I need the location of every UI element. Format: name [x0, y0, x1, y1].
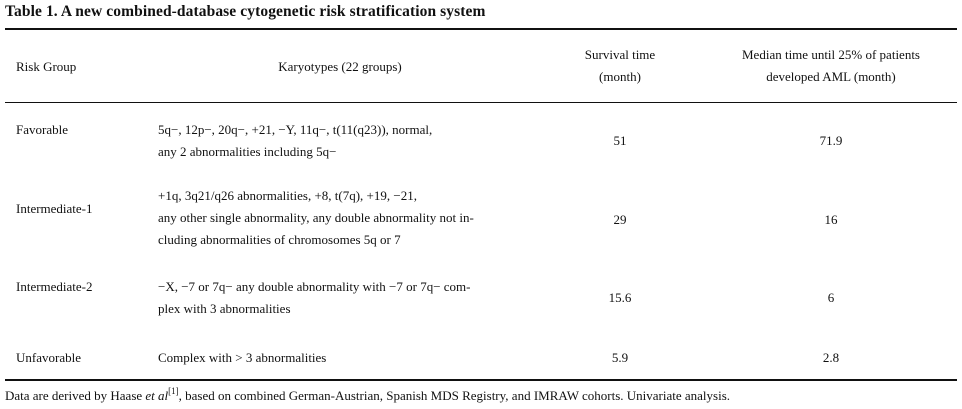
- karyotype-line: any 2 abnormalities including 5q−: [158, 144, 337, 159]
- table-top-rule: [5, 28, 957, 30]
- footnote-text-before: Data are derived by Haase: [5, 388, 146, 403]
- table-caption: Table 1. A new combined-database cytogenetic risk stratification system: [5, 3, 486, 20]
- header-survival: [560, 44, 680, 88]
- karyotype-line: any other single abnormality, any double abnormality not in-: [158, 210, 474, 225]
- karyotype-line: 5q−, 12p−, 20q−, +21, −Y, 11q−, t(11(q23)), normal,: [158, 122, 433, 137]
- header-median-line2: developed AML (month): [766, 69, 896, 84]
- row-unfavorable-survival: 5.9: [611, 350, 629, 365]
- table-bottom-rule: [5, 379, 957, 381]
- row-favorable-median: 71.9: [819, 133, 843, 148]
- karyotype-line: +1q, 3q21/q26 abnormalities, +8, t(7q), +19, −21,: [158, 188, 417, 203]
- row-intermediate1-median: 16: [824, 212, 838, 227]
- row-intermediate2-karyotypes: [158, 276, 471, 320]
- row-intermediate1-survival: 29: [613, 212, 627, 227]
- karyotype-line: cluding abnormalities of chromosomes 5q or 7: [158, 232, 401, 247]
- row-intermediate1-karyotypes: [158, 185, 474, 251]
- row-favorable-group: Favorable: [16, 122, 68, 137]
- row-unfavorable-median: 2.8: [822, 350, 840, 365]
- footnote-reference: [1]: [168, 386, 179, 396]
- row-intermediate1-group: Intermediate-1: [16, 201, 93, 216]
- header-survival-line2: (month): [599, 69, 641, 84]
- header-median-time: [700, 44, 962, 88]
- table-header-rule: [5, 102, 957, 103]
- row-intermediate2-survival: 15.6: [608, 290, 632, 305]
- row-unfavorable-group: Unfavorable: [16, 350, 81, 365]
- karyotype-line: −X, −7 or 7q− any double abnormality with −7 or 7q− com-: [158, 279, 471, 294]
- row-favorable-karyotypes: [158, 119, 432, 163]
- header-median-line1: Median time until 25% of patients: [742, 47, 920, 62]
- header-karyotypes: Karyotypes (22 groups): [278, 59, 402, 74]
- header-risk-group: Risk Group: [16, 59, 77, 74]
- header-survival-line1: Survival time: [584, 47, 656, 62]
- row-unfavorable-karyotypes: [158, 347, 326, 369]
- row-favorable-survival: 51: [613, 133, 627, 148]
- karyotype-line: Complex with > 3 abnormalities: [158, 350, 327, 365]
- karyotype-line: plex with 3 abnormalities: [158, 301, 291, 316]
- footnote-et-al: et al: [145, 388, 169, 403]
- row-intermediate2-median: 6: [827, 290, 835, 305]
- table-footnote: [5, 386, 730, 404]
- footnote-text-after: , based on combined German-Austrian, Spanish MDS Registry, and IMRAW cohorts. Univariate analysis.: [178, 388, 731, 403]
- row-intermediate2-group: Intermediate-2: [16, 279, 93, 294]
